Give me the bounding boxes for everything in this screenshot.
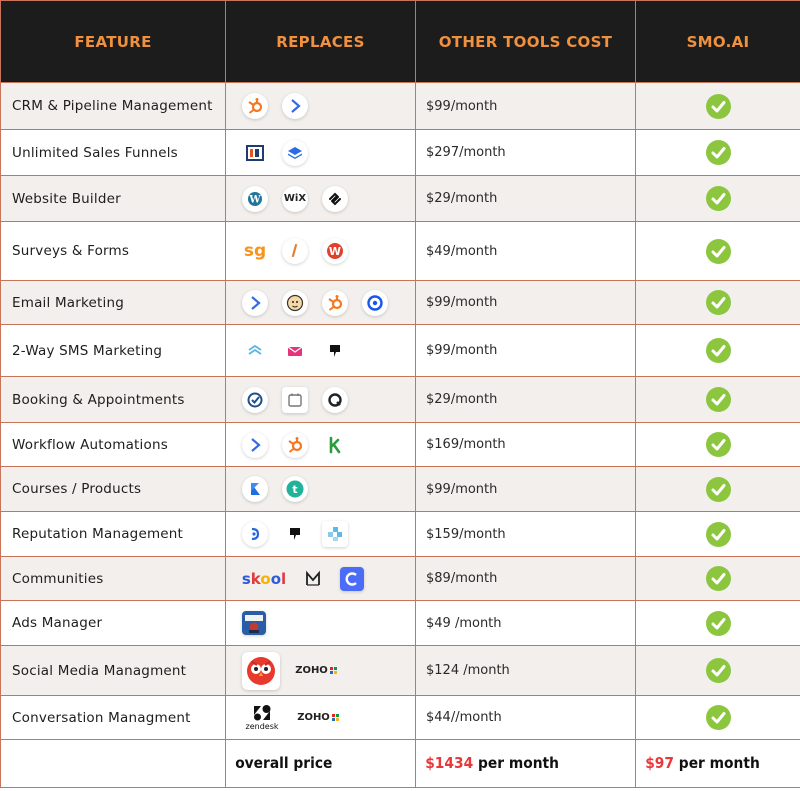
smo-included-cell (636, 130, 800, 176)
check-icon (706, 432, 731, 457)
replaces-cell (226, 646, 416, 696)
check-icon (706, 705, 731, 730)
feature-cell: Courses / Products (1, 467, 226, 512)
cost-cell: $44//month (416, 696, 636, 740)
cost-cell: $99/month (416, 325, 636, 377)
constantcontact-icon (362, 290, 388, 316)
replaces-cell (226, 130, 416, 176)
feature-cell: CRM & Pipeline Management (1, 83, 226, 130)
leadpages-icon (282, 140, 308, 166)
squareup-icon (322, 387, 348, 413)
check-icon (706, 290, 731, 315)
zendesk-icon: zendesk (242, 701, 282, 735)
header-row (1, 1, 800, 83)
hubspot-icon (282, 432, 308, 458)
table-row (1, 377, 800, 423)
check-icon (706, 566, 731, 591)
smo-included-cell (636, 176, 800, 222)
smo-included-cell (636, 646, 800, 696)
check-icon (706, 658, 731, 683)
check-icon (706, 140, 731, 165)
header-feature: FEATURE (1, 1, 226, 83)
replaces-cell (226, 377, 416, 423)
table-row (1, 423, 800, 467)
acuity-icon (242, 387, 268, 413)
replaced-tools-logos (242, 521, 415, 547)
activecampaign-icon (242, 290, 268, 316)
check-icon (706, 186, 731, 211)
smo-included-cell (636, 325, 800, 377)
feature-cell: Workflow Automations (1, 423, 226, 467)
replaced-tools-logos (242, 566, 415, 592)
replaced-tools-logos (242, 338, 415, 364)
svg-text:t: t (292, 483, 298, 496)
feature-cell: Website Builder (1, 176, 226, 222)
circle-icon (340, 567, 364, 591)
total-smo-price (636, 754, 760, 772)
replaced-tools-logos (242, 611, 415, 635)
svg-text:W: W (249, 194, 261, 205)
smo-included-cell (636, 377, 800, 423)
smo-included-cell (636, 512, 800, 557)
hubspot-icon (322, 290, 348, 316)
wordpress-icon (242, 186, 268, 212)
smo-amount: $97 (645, 754, 675, 772)
table-row (1, 601, 800, 646)
table-row (1, 646, 800, 696)
replaced-tools-logos (242, 652, 415, 690)
replaced-tools-logos (242, 140, 415, 166)
yext-icon (322, 521, 348, 547)
check-icon (706, 239, 731, 264)
cost-cell: $99/month (416, 281, 636, 325)
mighty-icon (300, 566, 326, 592)
check-icon (706, 522, 731, 547)
replaces-cell (226, 696, 416, 740)
feature-cell: Social Media Managment (1, 646, 226, 696)
replaces-cell (226, 176, 416, 222)
activecampaign-icon (242, 432, 268, 458)
cost-cell: $89/month (416, 557, 636, 601)
zoho-icon: ZOHO (296, 705, 340, 731)
replaces-cell (226, 601, 416, 646)
other-unit: per month (473, 754, 559, 772)
table-row (1, 696, 800, 740)
replaces-cell (226, 512, 416, 557)
smo-included-cell (636, 281, 800, 325)
cost-cell: $124 /month (416, 646, 636, 696)
total-empty-cell (1, 740, 226, 788)
mailchimp-icon (282, 290, 308, 316)
cost-cell: $297/month (416, 130, 636, 176)
replaced-tools-logos (242, 238, 415, 264)
feature-cell: Booking & Appointments (1, 377, 226, 423)
replaced-tools-logos (242, 476, 415, 502)
feature-cell: Reputation Management (1, 512, 226, 557)
kajabi-icon (242, 476, 268, 502)
cost-cell: $169/month (416, 423, 636, 467)
replaced-tools-logos (242, 93, 415, 119)
birdeye-icon (242, 521, 268, 547)
cost-cell: $29/month (416, 176, 636, 222)
feature-cell: 2-Way SMS Marketing (1, 325, 226, 377)
check-icon (706, 611, 731, 636)
smo-included-cell (636, 83, 800, 130)
smo-included-cell (636, 696, 800, 740)
podium-icon (282, 521, 308, 547)
cost-cell: $49 /month (416, 601, 636, 646)
activecampaign-icon (282, 93, 308, 119)
feature-cell: Email Marketing (1, 281, 226, 325)
simpletexting-icon (242, 338, 268, 364)
cost-cell: $99/month (416, 467, 636, 512)
table-row (1, 467, 800, 512)
check-icon (706, 338, 731, 363)
total-label: overall price (235, 754, 333, 772)
podium-icon (322, 338, 348, 364)
smo-included-cell (636, 557, 800, 601)
replaces-cell (226, 557, 416, 601)
svg-text:W: W (328, 245, 342, 258)
replaced-tools-logos (242, 186, 415, 212)
table-row (1, 325, 800, 377)
smo-unit: per month (674, 754, 760, 772)
replaced-tools-logos (242, 387, 415, 413)
clickfunnels-icon (242, 140, 268, 166)
table-row (1, 222, 800, 281)
other-amount: $1434 (425, 754, 474, 772)
replaces-cell (226, 423, 416, 467)
table-row (1, 83, 800, 130)
check-icon (706, 477, 731, 502)
adespresso-icon (242, 611, 266, 635)
replaces-cell (226, 83, 416, 130)
table-row (1, 176, 800, 222)
header-replaces: REPLACES (226, 1, 416, 83)
wix-icon: WiX (282, 186, 308, 212)
cost-cell: $99/month (416, 83, 636, 130)
surveygizmo-icon: sg (243, 241, 267, 261)
typeform-icon (282, 238, 308, 264)
table-row (1, 281, 800, 325)
cost-cell: $159/month (416, 512, 636, 557)
replaced-tools-logos (242, 290, 415, 316)
textmagic-icon (282, 338, 308, 364)
hubspot-icon (242, 93, 268, 119)
smo-included-cell (636, 423, 800, 467)
table-row (1, 512, 800, 557)
cost-cell: $29/month (416, 377, 636, 423)
smo-included-cell (636, 222, 800, 281)
feature-cell: Surveys & Forms (1, 222, 226, 281)
skool-icon: skool (241, 569, 287, 588)
feature-cell: Unlimited Sales Funnels (1, 130, 226, 176)
calendar-icon (282, 387, 308, 413)
table-row (1, 130, 800, 176)
header-cost: OTHER TOOLS COST (416, 1, 636, 83)
squarespace-icon (322, 186, 348, 212)
total-row (1, 740, 800, 788)
keap-icon (322, 432, 348, 458)
hootsuite-icon (242, 652, 280, 690)
zoho-icon: ZOHO (294, 658, 338, 684)
replaced-tools-logos (242, 701, 415, 735)
header-smo: SMO.AI (636, 1, 800, 83)
replaces-cell (226, 467, 416, 512)
feature-cell: Communities (1, 557, 226, 601)
replaced-tools-logos (242, 432, 415, 458)
replaces-cell (226, 325, 416, 377)
feature-cell: Conversation Managment (1, 696, 226, 740)
smo-included-cell (636, 601, 800, 646)
replaces-cell (226, 281, 416, 325)
cost-cell: $49/month (416, 222, 636, 281)
wufoo-icon (322, 238, 348, 264)
check-icon (706, 387, 731, 412)
feature-cell: Ads Manager (1, 601, 226, 646)
replaces-cell (226, 222, 416, 281)
teachable-icon (282, 476, 308, 502)
table-row (1, 557, 800, 601)
check-icon (706, 94, 731, 119)
total-other-price (416, 754, 559, 772)
smo-included-cell (636, 467, 800, 512)
